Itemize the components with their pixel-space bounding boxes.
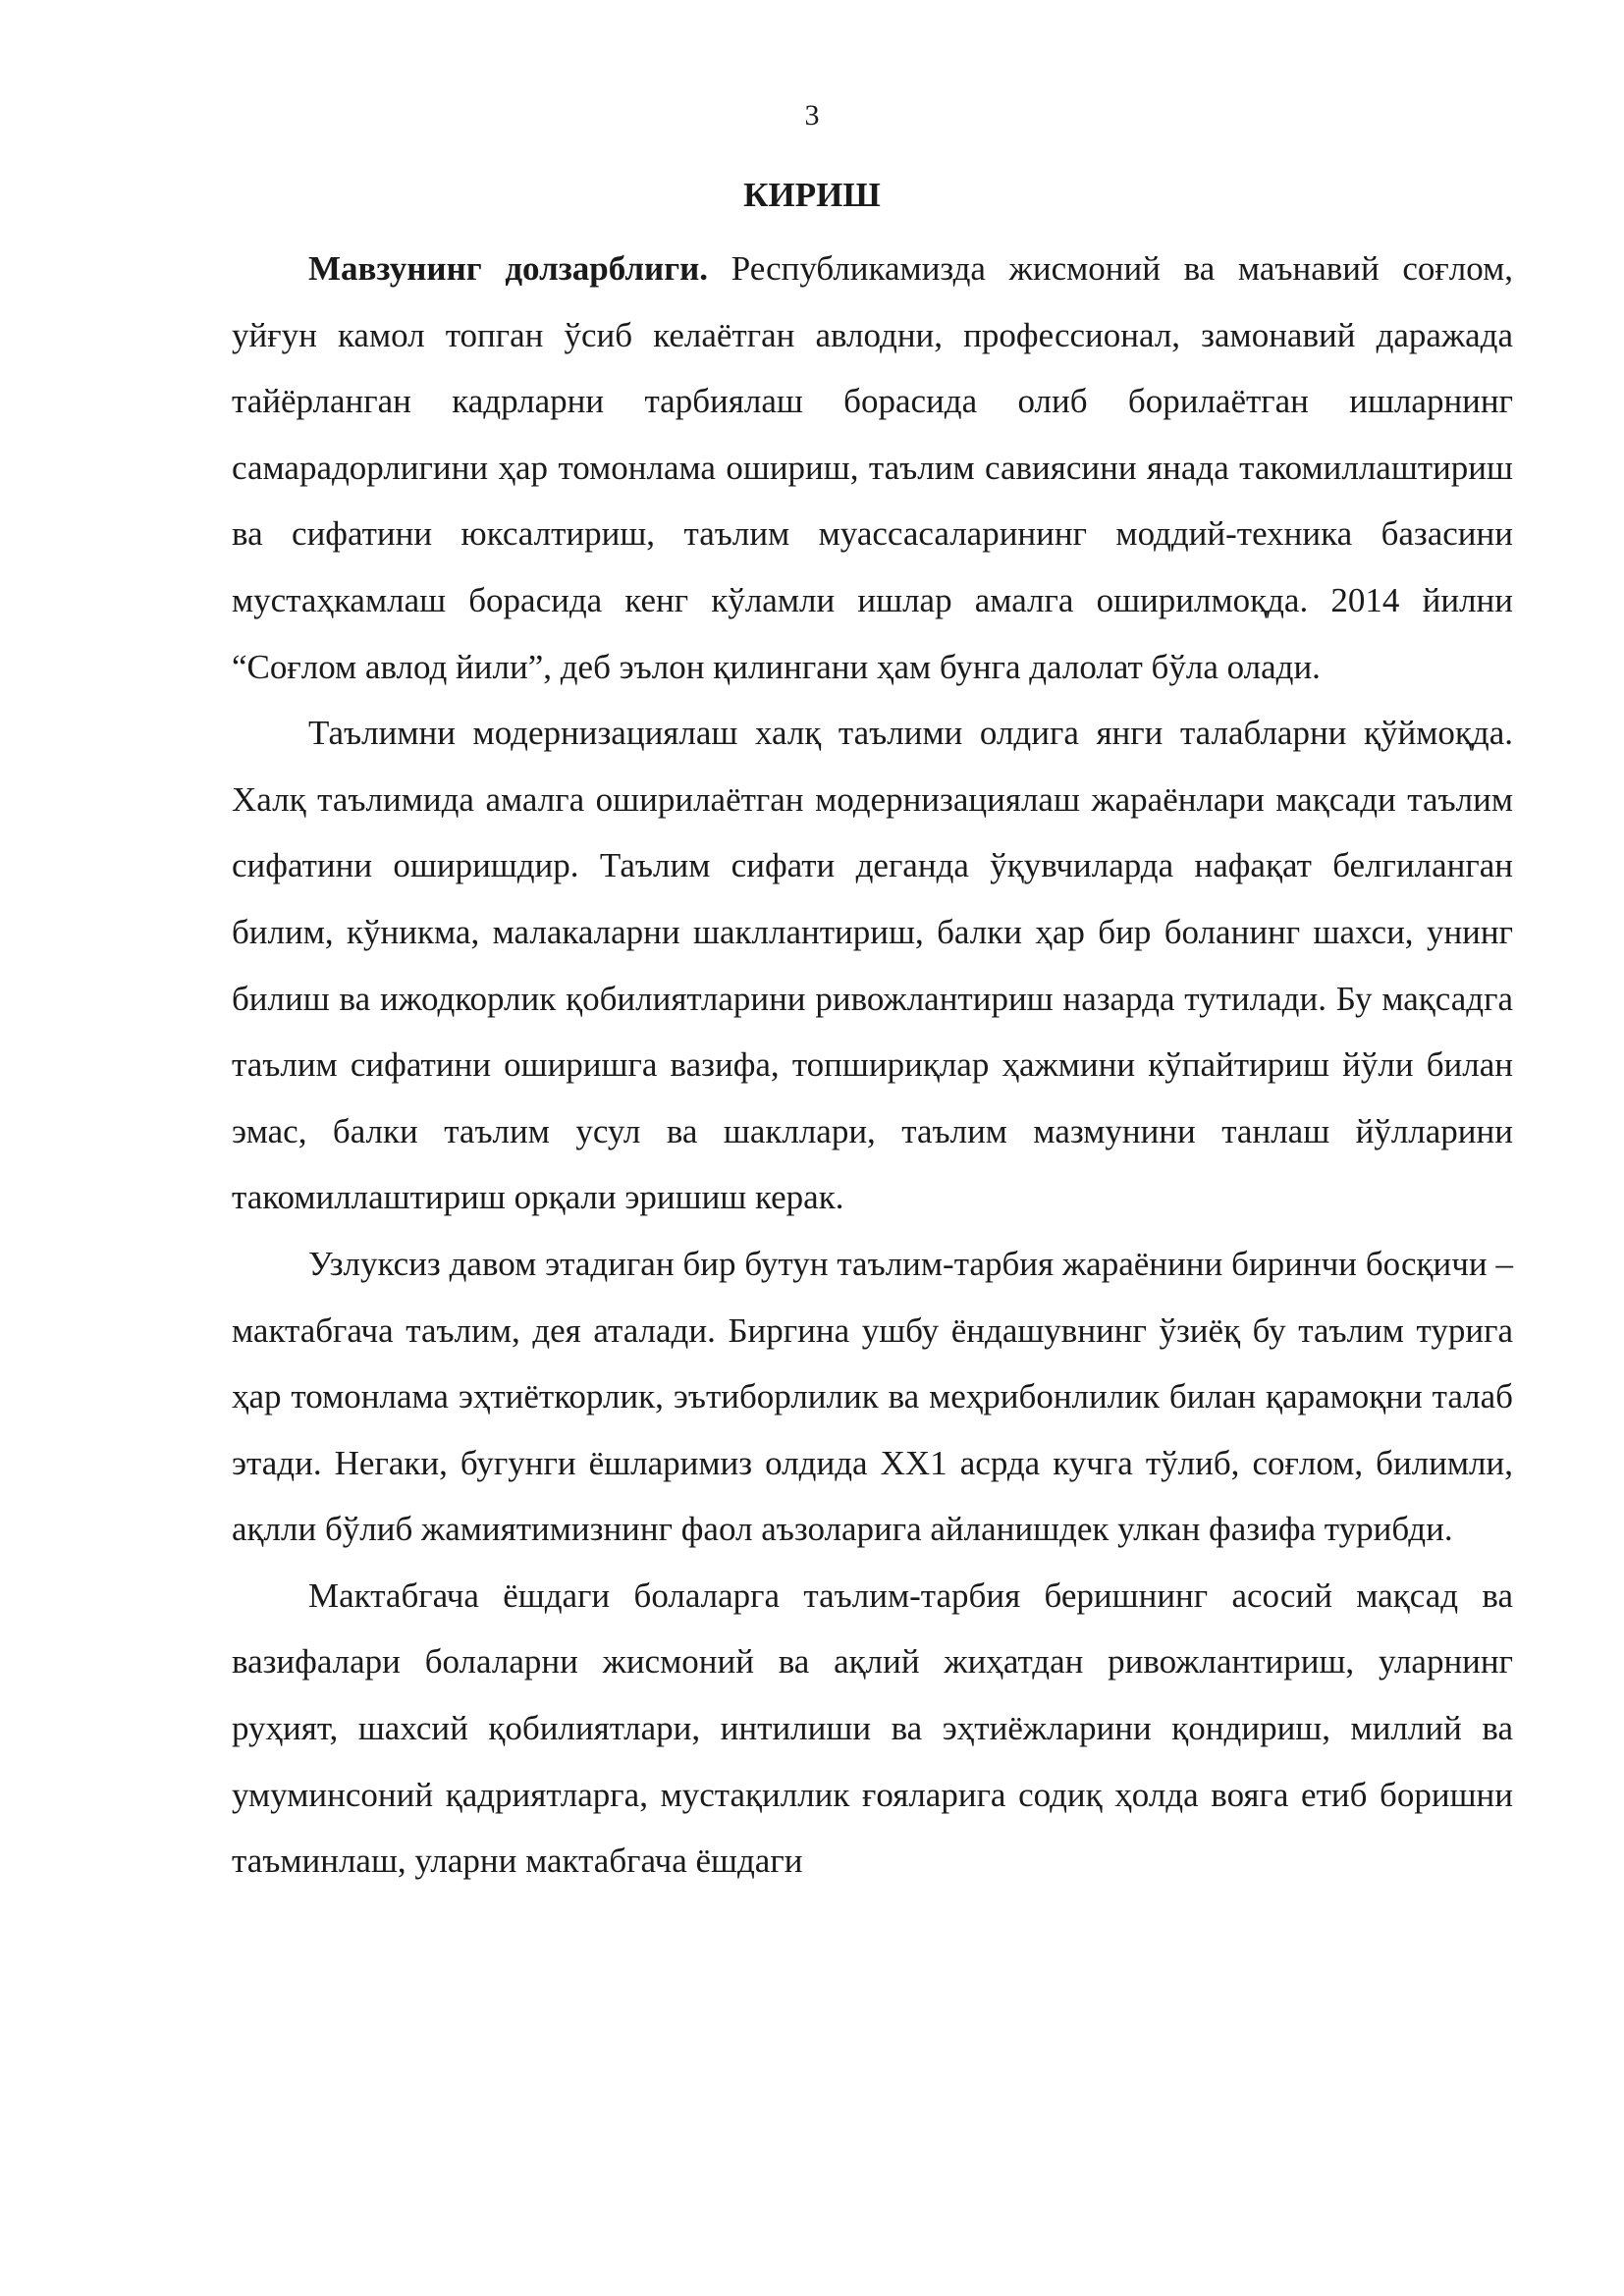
paragraph-continuous-education: Узлуксиз давом этадиган бир бутун таълим-тарбия жараёнини биринчи босқичи – мактабгача таълим, дея аталади. Биргина ушбу ёндашувнинг ўзиёқ бу таълим турига ҳар томонлама эҳтиёткорлик, эътиборлилик ва меҳрибонлилик билан қарамоқни талаб этади. Негаки, бугунги ёшларимиз олдида XX1 асрда кучга тўлиб, соғлом, билимли, ақлли бўлиб жамиятимизнинг фаол аъзоларига айланишдек улкан фазифа турибди.	[232, 1244, 1513, 1549]
page-number: 3	[804, 99, 820, 132]
paragraph-preschool-goals: Мактабгача ёшдаги болаларга таълим-тарбия беришнинг асосий мақсад ва вазифалари болаларни жисмоний ва ақлий жиҳатдан ривожлантириш, уларнинг руҳият, шахсий қобилиятлари, интилиши ва эҳтиёжларини қондириш, миллий ва умуминсоний қадриятларга, мустақиллик ғояларига содиқ ҳолда вояга етиб боришни таъминлаш, уларни мактабгача ёшдаги	[232, 1575, 1513, 1881]
section-heading: КИРИШ	[743, 176, 881, 214]
paragraph-modernization: Таълимни модернизациялаш халқ таълими олдига янги талабларни қўймоқда. Халқ таълимида амалга оширилаётган модернизациялаш жараёнлари мақсади таълим сифатини оширишдир. Таълим сифати деганда ўқувчиларда нафақат белгиланган билим, кўникма, малакаларни шакллантириш, балки ҳар бир боланинг шахси, унинг билиш ва ижодкорлик қобилиятларини ривожлантириш назарда тутилади. Бу мақсадга таълим сифатини оширишга вазифа, топшириқлар ҳажмини кўпайтириш йўли билан эмас, балки таълим усул ва шакллари, таълим мазмунини танлаш йўлларини такомиллаштириш орқали эришиш керак.	[232, 714, 1513, 1217]
body-text	[232, 236, 1513, 1895]
paragraph-text: Республикамизда жисмоний ва маънавий соғлом, уйғун камол топган ўсиб келаётган авлодни, профессионал, замонавий даражада тайёрланган кадрларни тарбиялаш борасида олиб борилаётган ишларнинг самарадорлигини ҳар томонлама ошириш, таълим савиясини янада такомиллаштириш ва сифатини юксалтириш, таълим муассасаларининг моддий-техника базасини мустаҳкамлаш борасида кенг кўламли ишлар амалга оширилмоқда. 2014 йилни “Соғлом авлод йили”, деб эълон қилингани ҳам бунга далолат бўла олади.	[232, 249, 1513, 686]
paragraph-relevance	[232, 236, 1513, 700]
paragraph-lead: Мавзунинг долзарблиги.	[308, 249, 708, 288]
